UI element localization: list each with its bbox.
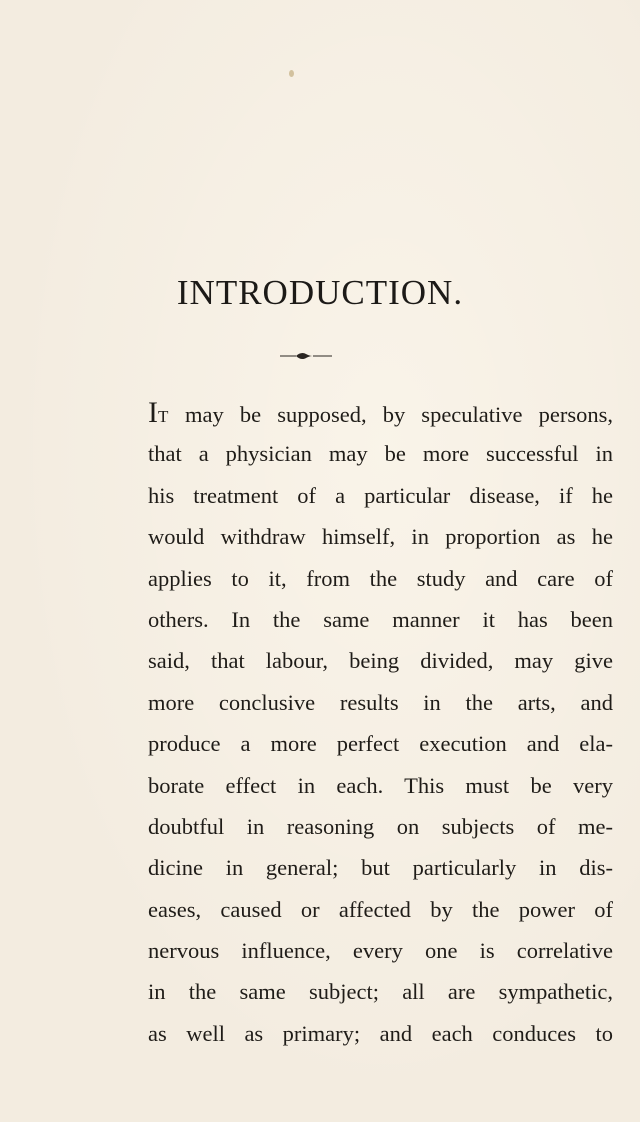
text-line-8: more conclusive results in the arts, and [148,689,613,715]
body-text [0,392,640,1054]
small-capital: T [158,407,169,426]
text-line-1 [0,392,640,433]
text-line-6: others. In the same manner it has been [148,606,613,632]
text-line-4: would withdraw himself, in proportion as he [148,524,613,550]
text-line-9: produce a more perfect execution and ela- [148,731,613,757]
text-line-12: dicine in general; but particularly in dis- [148,855,613,881]
drop-capital: I [148,396,158,429]
text-line-7: said, that labour, being divided, may give [148,648,613,674]
text-line-11: doubtful in reasoning on subjects of me- [148,813,613,839]
text-line-2: that a physician may be more successful in [148,441,613,467]
text-line-3: his treatment of a particular disease, if he [148,482,613,508]
ink-speck [289,70,294,77]
text-line-content: may be supposed, by speculative persons, [168,402,613,427]
text-line-5: applies to it, from the study and care of [148,565,613,591]
text-line-15: in the same subject; all are sympathetic, [148,979,613,1005]
divider-ornament-icon [280,350,332,362]
text-line-16: as well as primary; and each conduces to [148,1020,613,1046]
page-title: INTRODUCTION. [176,273,464,312]
text-line-14: nervous influence, every one is correlative [148,938,613,964]
text-line-10: borate effect in each. This must be very [148,772,613,798]
text-line-13: eases, caused or affected by the power of [148,896,613,922]
